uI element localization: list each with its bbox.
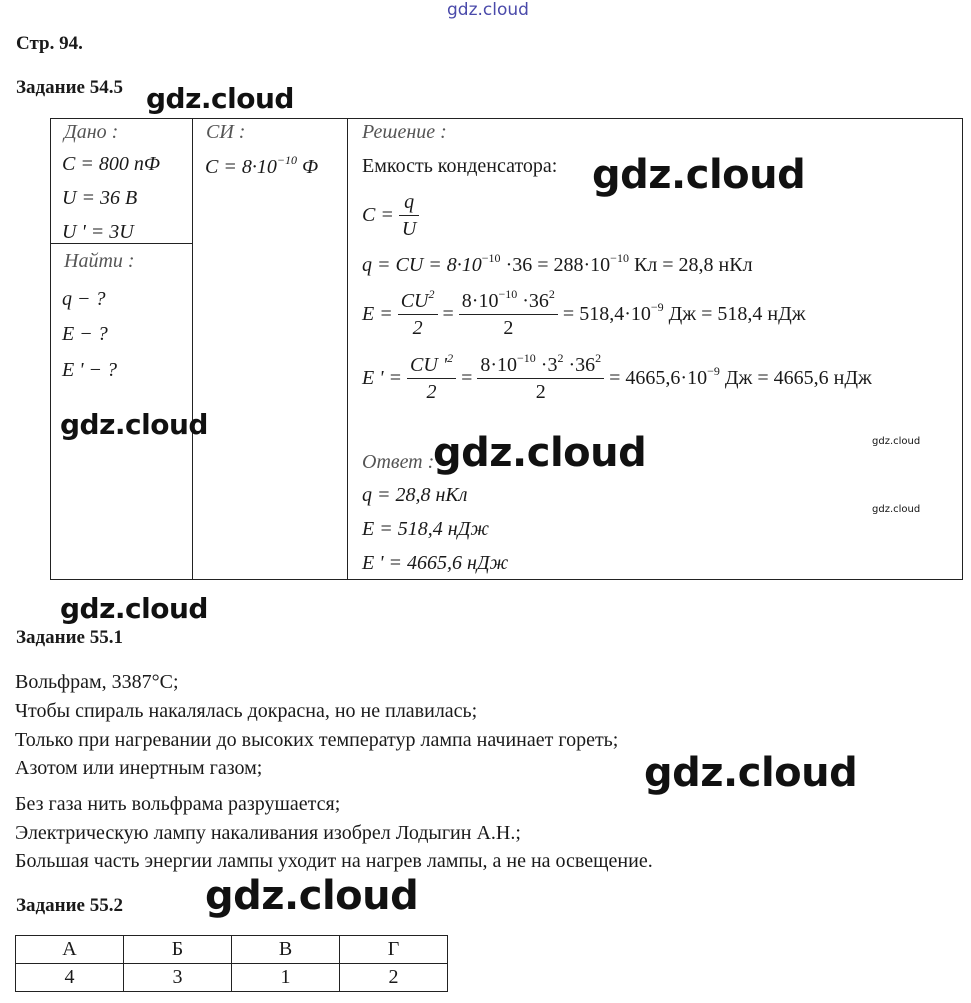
answer-item: E = 518,4 нДж	[362, 518, 489, 540]
capacity-text: Емкость конденсатора:	[362, 155, 558, 177]
given-item: C = 800 пФ	[62, 153, 160, 175]
text-line: Чтобы спираль накалялась докрасна, но не плавилась;	[15, 700, 478, 722]
si-value: $C = 8\cdot 10^{-10}$ Ф	[205, 153, 319, 178]
formula-energy-new: E ' = $\frac{CU '^2}{2}$ = $\frac{8\cdot 10^{-10} \cdot 3^2 \cdot 36^2}{2}$ = $4665,6\cdot 10^{-9}$ Дж = 4665,6 нДж	[362, 351, 872, 403]
table-cell: 4	[16, 964, 124, 992]
answer-item: E ' = 4665,6 нДж	[362, 552, 509, 574]
watermark: gdz.cloud	[433, 430, 647, 476]
given-item: U ' = 3U	[62, 221, 134, 243]
page-label: Стр. 94.	[16, 33, 83, 54]
text-line: Азотом или инертным газом;	[15, 757, 263, 779]
formula-charge: q = CU = $8\cdot 10^{-10} \cdot 36 = 288\cdot 10^{-10}$ Кл = 28,8 нКл	[362, 251, 753, 276]
watermark-top: gdz.cloud	[447, 0, 529, 20]
table-row	[16, 964, 448, 992]
table-cell: 3	[124, 964, 232, 992]
find-item: E ' − ?	[62, 359, 117, 381]
table-header-cell: Б	[124, 936, 232, 964]
watermark: gdz.cloud	[146, 82, 294, 115]
watermark: gdz.cloud	[872, 436, 921, 447]
find-item: q − ?	[62, 288, 106, 310]
watermark: gdz.cloud	[592, 152, 806, 198]
table-row	[16, 936, 448, 964]
table-header-cell: Г	[340, 936, 448, 964]
text-line: Большая часть энергии лампы уходит на нагрев лампы, а не на освещение.	[15, 850, 653, 872]
table-header-cell: В	[232, 936, 340, 964]
given-item: U = 36 В	[62, 187, 138, 209]
text-line: Без газа нить вольфрама разрушается;	[15, 793, 341, 815]
answer-item: q = 28,8 нКл	[362, 484, 468, 506]
answer-label: Ответ :	[362, 451, 435, 473]
task-55-2-title: Задание 55.2	[16, 895, 123, 916]
watermark: gdz.cloud	[60, 592, 208, 625]
watermark: gdz.cloud	[872, 504, 921, 515]
watermark: gdz.cloud	[60, 408, 208, 441]
watermark: gdz.cloud	[205, 873, 419, 919]
si-label: СИ :	[206, 121, 246, 143]
task-55-1-title: Задание 55.1	[16, 627, 123, 648]
table-cell: 1	[232, 964, 340, 992]
solution-label: Решение :	[362, 121, 447, 143]
table-cell: 2	[340, 964, 448, 992]
formula-capacity: C = $\frac{q}{U}$	[362, 189, 419, 242]
formula-energy: E = $\frac{CU^2}{2}$ = $\frac{8\cdot 10^{-10} \cdot 36^2}{2}$ = $518,4\cdot 10^{-9}$ Дж = 518,4 нДж	[362, 287, 806, 339]
given-label: Дано :	[64, 121, 119, 143]
task-54-5-title: Задание 54.5	[16, 77, 123, 98]
find-item: E − ?	[62, 323, 108, 345]
table-header-cell: А	[16, 936, 124, 964]
answer-table	[15, 935, 448, 992]
text-line: Вольфрам, 3387°С;	[15, 671, 179, 693]
text-line: Электрическую лампу накаливания изобрел Лодыгин А.Н.;	[15, 822, 521, 844]
text-line: Только при нагревании до высоких температур лампа начинает гореть;	[15, 729, 619, 751]
find-label: Найти :	[64, 250, 135, 272]
watermark: gdz.cloud	[644, 750, 858, 796]
